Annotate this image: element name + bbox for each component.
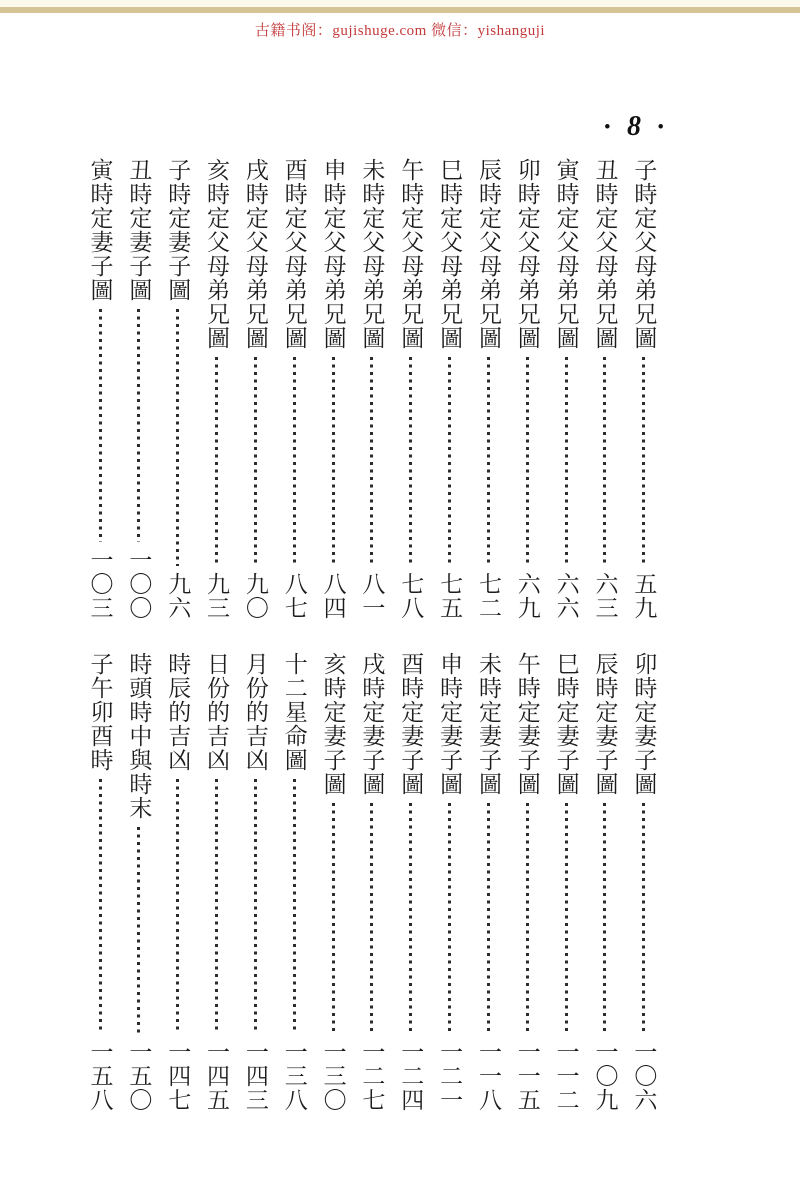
dot-leader (332, 803, 335, 1034)
toc-entry-page: 九三 (204, 572, 230, 620)
toc-entry (203, 158, 231, 620)
toc-entry-page: 六三 (592, 572, 618, 620)
toc-entry-page: 九〇 (242, 572, 268, 620)
dot-leader (448, 803, 451, 1034)
dot-leader (487, 357, 490, 566)
dot-leader (176, 309, 179, 566)
toc-entry-title: 寅時定妻子圖 (87, 158, 113, 302)
toc-entry-page: 一二四 (398, 1040, 424, 1112)
toc-entry-title: 辰時定妻子圖 (592, 652, 618, 796)
toc-entry-page: 六九 (514, 572, 540, 620)
page-number-dot-right: • (657, 116, 664, 138)
dot-leader (332, 357, 335, 566)
dot-leader (137, 309, 140, 542)
toc-entry-title: 卯時定父母弟兄圖 (514, 158, 540, 350)
toc-entry (125, 652, 153, 1112)
toc-entry-page: 一二七 (359, 1040, 385, 1112)
toc-entry (164, 158, 192, 620)
toc-entry (474, 652, 502, 1112)
toc-entry (164, 652, 192, 1112)
dot-leader (603, 803, 606, 1034)
toc-entry-page: 一五八 (87, 1040, 113, 1112)
toc-entry (591, 652, 619, 1112)
toc-entry-page: 一〇九 (592, 1040, 618, 1112)
toc-entry-page: 一五〇 (126, 1040, 152, 1112)
dot-leader (448, 357, 451, 566)
toc-entry-title: 亥時定妻子圖 (320, 652, 346, 796)
toc-entry-title: 辰時定父母弟兄圖 (475, 158, 501, 350)
toc-entry-title: 子午卯酉時 (87, 652, 113, 772)
toc-entry-title: 未時定父母弟兄圖 (359, 158, 385, 350)
toc-entry-title: 寅時定父母弟兄圖 (553, 158, 579, 350)
toc-entry (241, 652, 269, 1112)
toc-entry-title: 午時定父母弟兄圖 (398, 158, 424, 350)
toc-entry-title: 子時定妻子圖 (165, 158, 191, 302)
toc-entry-title: 未時定妻子圖 (475, 652, 501, 796)
top-band-tan (0, 7, 800, 13)
dot-leader (176, 779, 179, 1034)
toc-entry (280, 158, 308, 620)
toc-entry (630, 158, 658, 620)
toc-entry-page: 一四七 (165, 1040, 191, 1112)
toc-entry (591, 158, 619, 620)
page-number (604, 109, 664, 145)
toc-entry (630, 652, 658, 1112)
toc-entry-title: 戌時定妻子圖 (359, 652, 385, 796)
toc-entry-page: 一三〇 (320, 1040, 346, 1112)
dot-leader (603, 357, 606, 566)
toc-entry (552, 652, 580, 1112)
toc-entry-title: 酉時定妻子圖 (398, 652, 424, 796)
toc-entry-page: 七二 (475, 572, 501, 620)
toc-entry-title: 月份的吉凶 (242, 652, 268, 772)
dot-leader (254, 779, 257, 1034)
toc-entry-title: 巳時定父母弟兄圖 (437, 158, 463, 350)
toc-entry-page: 七五 (437, 572, 463, 620)
toc-section-top (86, 158, 658, 620)
toc-entry-page: 一〇六 (631, 1040, 657, 1112)
toc-section-bottom (86, 652, 658, 1112)
toc-entry (86, 158, 114, 620)
dot-leader (137, 827, 140, 1034)
toc-entry-title: 子時定父母弟兄圖 (631, 158, 657, 350)
toc-entry-page: 一一二 (553, 1040, 579, 1112)
toc-entry-page: 八七 (281, 572, 307, 620)
page-number-dot-left: • (604, 116, 611, 138)
dot-leader (254, 357, 257, 566)
dot-leader (99, 779, 102, 1034)
toc-entry (319, 158, 347, 620)
toc-entry (397, 652, 425, 1112)
toc-entry-title: 時辰的吉凶 (165, 652, 191, 772)
toc-entry-page: 一一八 (475, 1040, 501, 1112)
toc-entry (513, 158, 541, 620)
dot-leader (409, 357, 412, 566)
toc-entry-title: 巳時定妻子圖 (553, 652, 579, 796)
toc-entry-page: 一〇三 (87, 548, 113, 620)
dot-leader (526, 803, 529, 1034)
toc-entry-page: 八一 (359, 572, 385, 620)
toc-entry-title: 丑時定妻子圖 (126, 158, 152, 302)
dot-leader (370, 357, 373, 566)
toc-entry-title: 十二星命圖 (281, 652, 307, 772)
dot-leader (215, 357, 218, 566)
watermark-text: 古籍书阁：gujishuge.com 微信：yishanguji (254, 23, 546, 39)
dot-leader (565, 803, 568, 1034)
dot-leader (409, 803, 412, 1034)
dot-leader (370, 803, 373, 1034)
toc-entry-page: 一〇〇 (126, 548, 152, 620)
toc-entry-page: 七八 (398, 572, 424, 620)
toc-entry-title: 午時定妻子圖 (514, 652, 540, 796)
dot-leader (293, 779, 296, 1034)
toc-entry-page: 一一五 (514, 1040, 540, 1112)
toc-entry-title: 卯時定妻子圖 (631, 652, 657, 796)
top-band-light (0, 0, 800, 7)
toc-entry (397, 158, 425, 620)
toc-entry (319, 652, 347, 1112)
toc-entry-title: 丑時定父母弟兄圖 (592, 158, 618, 350)
toc-entry (203, 652, 231, 1112)
dot-leader (215, 779, 218, 1034)
dot-leader (565, 357, 568, 566)
dot-leader (642, 357, 645, 566)
toc-entry-title: 亥時定父母弟兄圖 (204, 158, 230, 350)
toc-entry-page: 五九 (631, 572, 657, 620)
dot-leader (293, 357, 296, 566)
toc-entry (513, 652, 541, 1112)
toc-entry-title: 申時定父母弟兄圖 (320, 158, 346, 350)
toc-entry-title: 申時定妻子圖 (437, 652, 463, 796)
toc-entry (280, 652, 308, 1112)
toc-entry (125, 158, 153, 620)
toc-entry (358, 652, 386, 1112)
page-number-value: 8 (627, 111, 641, 142)
toc-entry (552, 158, 580, 620)
toc-entry-title: 時頭時中與時末 (126, 652, 152, 820)
toc-entry-title: 日份的吉凶 (204, 652, 230, 772)
dot-leader (642, 803, 645, 1034)
toc-entry-page: 九六 (165, 572, 191, 620)
toc-entry (358, 158, 386, 620)
dot-leader (526, 357, 529, 566)
toc-entry (436, 158, 464, 620)
toc-entry-title: 戌時定父母弟兄圖 (242, 158, 268, 350)
toc-entry-page: 一二一 (437, 1040, 463, 1112)
toc-entry-page: 一三八 (281, 1040, 307, 1112)
toc-entry (436, 652, 464, 1112)
toc-entry-page: 一四三 (242, 1040, 268, 1112)
dot-leader (487, 803, 490, 1034)
toc-entry-page: 六六 (553, 572, 579, 620)
toc-entry-title: 酉時定父母弟兄圖 (281, 158, 307, 350)
toc-entry (86, 652, 114, 1112)
toc-entry-page: 一四五 (204, 1040, 230, 1112)
dot-leader (99, 309, 102, 542)
toc-entry (474, 158, 502, 620)
toc-entry-page: 八四 (320, 572, 346, 620)
toc-entry (241, 158, 269, 620)
